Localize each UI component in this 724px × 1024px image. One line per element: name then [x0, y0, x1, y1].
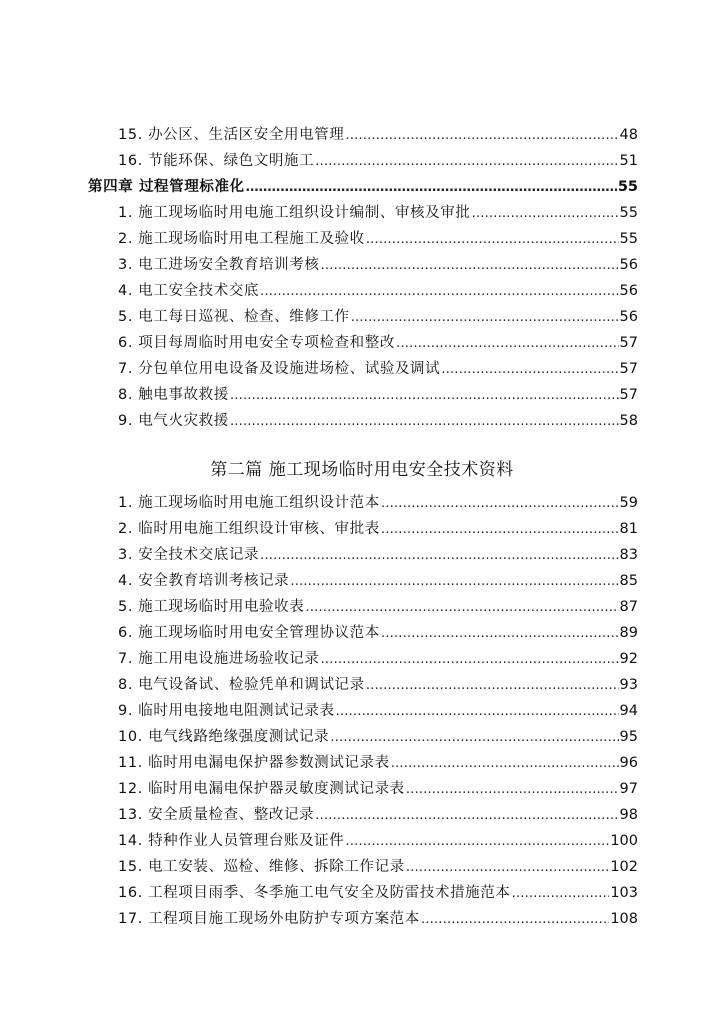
toc-entry[interactable] [118, 753, 638, 774]
toc-entry[interactable] [118, 281, 638, 302]
toc-entry[interactable] [118, 519, 638, 540]
part-heading: 第二篇 施工现场临时用电安全技术资料 [210, 460, 514, 480]
toc-entry-title: 13. 安全质量检查、整改记录 [118, 807, 315, 823]
dot-leader [320, 255, 618, 276]
dot-leader [471, 203, 618, 224]
dot-leader [315, 151, 618, 172]
dot-leader [366, 229, 619, 250]
toc-page-number: 102 [610, 859, 638, 875]
toc-entry-title: 5. 电工每日巡视、检查、维修工作 [118, 309, 350, 325]
toc-entry-title: 2. 施工现场临时用电工程施工及验收 [118, 231, 365, 247]
toc-entry[interactable] [118, 727, 638, 748]
toc-chapter-title: 第四章 过程管理标准化 [88, 179, 245, 195]
toc-entry-title: 9. 电气火灾救援 [118, 413, 229, 429]
toc-page-number: 89 [619, 625, 638, 641]
toc-page-number: 59 [619, 495, 638, 511]
dot-leader [366, 675, 619, 696]
toc-entry-title: 5. 施工现场临时用电验收表 [118, 599, 305, 615]
dot-leader [351, 307, 619, 328]
toc-entry-title: 11. 临时用电漏电保护器参数测试记录表 [118, 755, 390, 771]
toc-page-number: 55 [617, 179, 638, 195]
toc-entry[interactable] [118, 411, 638, 432]
dot-leader [396, 333, 619, 354]
toc-entry-title: 6. 施工现场临时用电安全管理协议范本 [118, 625, 380, 641]
toc-entry-title: 16. 工程项目雨季、冬季施工电气安全及防雷技术措施范本 [118, 885, 511, 901]
toc-page-number: 94 [619, 703, 638, 719]
toc-page-number: 55 [619, 231, 638, 247]
dot-leader [260, 281, 619, 302]
toc-entry[interactable] [118, 805, 638, 826]
toc-entry[interactable] [118, 623, 638, 644]
toc-entry[interactable] [118, 203, 638, 224]
toc-entry[interactable] [118, 831, 638, 852]
toc-entry-title: 3. 电工进场安全教育培训考核 [118, 257, 320, 273]
dot-leader [391, 753, 619, 774]
toc-entry-title: 15. 办公区、生活区安全用电管理 [118, 127, 345, 143]
dot-leader [336, 701, 619, 722]
dot-leader [381, 519, 619, 540]
dot-leader [406, 779, 619, 800]
toc-entry-title: 16. 节能环保、绿色文明施工 [118, 153, 315, 169]
toc-page-number: 51 [619, 153, 638, 169]
toc-page-number: 56 [619, 257, 638, 273]
toc-entry-title: 4. 安全教育培训考核记录 [118, 573, 290, 589]
toc-page-number: 92 [619, 651, 638, 667]
toc-page-number: 87 [619, 599, 638, 615]
toc-entry-title: 10. 电气线路绝缘强度测试记录 [118, 729, 330, 745]
toc-entry[interactable] [118, 151, 638, 172]
toc-entry-title: 9. 临时用电接地电阻测试记录表 [118, 703, 335, 719]
toc-entry[interactable] [118, 255, 638, 276]
toc-entry[interactable] [118, 909, 638, 930]
dot-leader [381, 623, 619, 644]
toc-entry[interactable] [118, 779, 638, 800]
toc-page-number: 108 [610, 911, 638, 927]
toc-entry-title: 3. 安全技术交底记录 [118, 547, 260, 563]
toc-entry-title: 1. 施工现场临时用电施工组织设计范本 [118, 495, 380, 511]
toc-entry[interactable] [118, 545, 638, 566]
dot-leader [406, 857, 610, 878]
toc-entry[interactable] [118, 701, 638, 722]
toc-entry[interactable] [118, 307, 638, 328]
toc-entry-title: 12. 临时用电漏电保护器灵敏度测试记录表 [118, 781, 405, 797]
toc-page-number: 95 [619, 729, 638, 745]
dot-leader [345, 831, 609, 852]
toc-page-number: 56 [619, 309, 638, 325]
toc-entry[interactable] [118, 675, 638, 696]
toc-entry-title: 8. 电气设备试、检验凭单和调试记录 [118, 677, 365, 693]
toc-entry-title: 2. 临时用电施工组织设计审核、审批表 [118, 521, 380, 537]
dot-leader [421, 909, 609, 930]
dot-leader [330, 727, 618, 748]
toc-entry[interactable] [118, 493, 638, 514]
toc-chapter-entry[interactable] [88, 177, 638, 198]
toc-page-number: 85 [619, 573, 638, 589]
dot-leader [320, 649, 618, 670]
toc-entry[interactable] [118, 333, 638, 354]
toc-entry[interactable] [118, 571, 638, 592]
dot-leader [230, 411, 619, 432]
dot-leader [381, 493, 619, 514]
toc-entry[interactable] [118, 385, 638, 406]
toc-entry[interactable] [118, 597, 638, 618]
toc-entry-title: 8. 触电事故救援 [118, 387, 229, 403]
toc-entry-title: 7. 施工用电设施进场验收记录 [118, 651, 320, 667]
toc-entry[interactable] [118, 883, 638, 904]
toc-page-number: 93 [619, 677, 638, 693]
toc-entry-title: 7. 分包单位用电设备及设施进场检、试验及调试 [118, 361, 441, 377]
toc-page-number: 48 [619, 127, 638, 143]
toc-page-number: 57 [619, 387, 638, 403]
toc-page-number: 58 [619, 413, 638, 429]
toc-entry[interactable] [118, 359, 638, 380]
toc-entry-title: 14. 特种作业人员管理台账及证件 [118, 833, 345, 849]
toc-page-number: 57 [619, 361, 638, 377]
toc-entry-title: 4. 电工安全技术交底 [118, 283, 260, 299]
toc-entry[interactable] [118, 125, 638, 146]
toc-page-number: 83 [619, 547, 638, 563]
dot-leader [441, 359, 618, 380]
toc-entry-title: 17. 工程项目施工现场外电防护专项方案范本 [118, 911, 420, 927]
toc-page-number: 81 [619, 521, 638, 537]
dot-leader [290, 571, 618, 592]
toc-page-number: 98 [619, 807, 638, 823]
dot-leader [345, 125, 618, 146]
toc-page-number: 55 [619, 205, 638, 221]
dot-leader [246, 177, 617, 198]
toc-page-number: 97 [619, 781, 638, 797]
toc-page-number: 56 [619, 283, 638, 299]
toc-entry-title: 1. 施工现场临时用电施工组织设计编制、审核及审批 [118, 205, 471, 221]
dot-leader [315, 805, 618, 826]
toc-entry-title: 6. 项目每周临时用电安全专项检查和整改 [118, 335, 395, 351]
dot-leader [260, 545, 619, 566]
toc-entry-title: 15. 电工安装、巡检、维修、拆除工作记录 [118, 859, 405, 875]
toc-entry[interactable] [118, 229, 638, 250]
toc-page-number: 103 [610, 885, 638, 901]
dot-leader [511, 883, 609, 904]
toc-page-number: 96 [619, 755, 638, 771]
toc-entry[interactable] [118, 649, 638, 670]
dot-leader [230, 385, 619, 406]
toc-page-number: 57 [619, 335, 638, 351]
toc-page-number: 100 [610, 833, 638, 849]
dot-leader [305, 597, 618, 618]
toc-entry[interactable] [118, 857, 638, 878]
